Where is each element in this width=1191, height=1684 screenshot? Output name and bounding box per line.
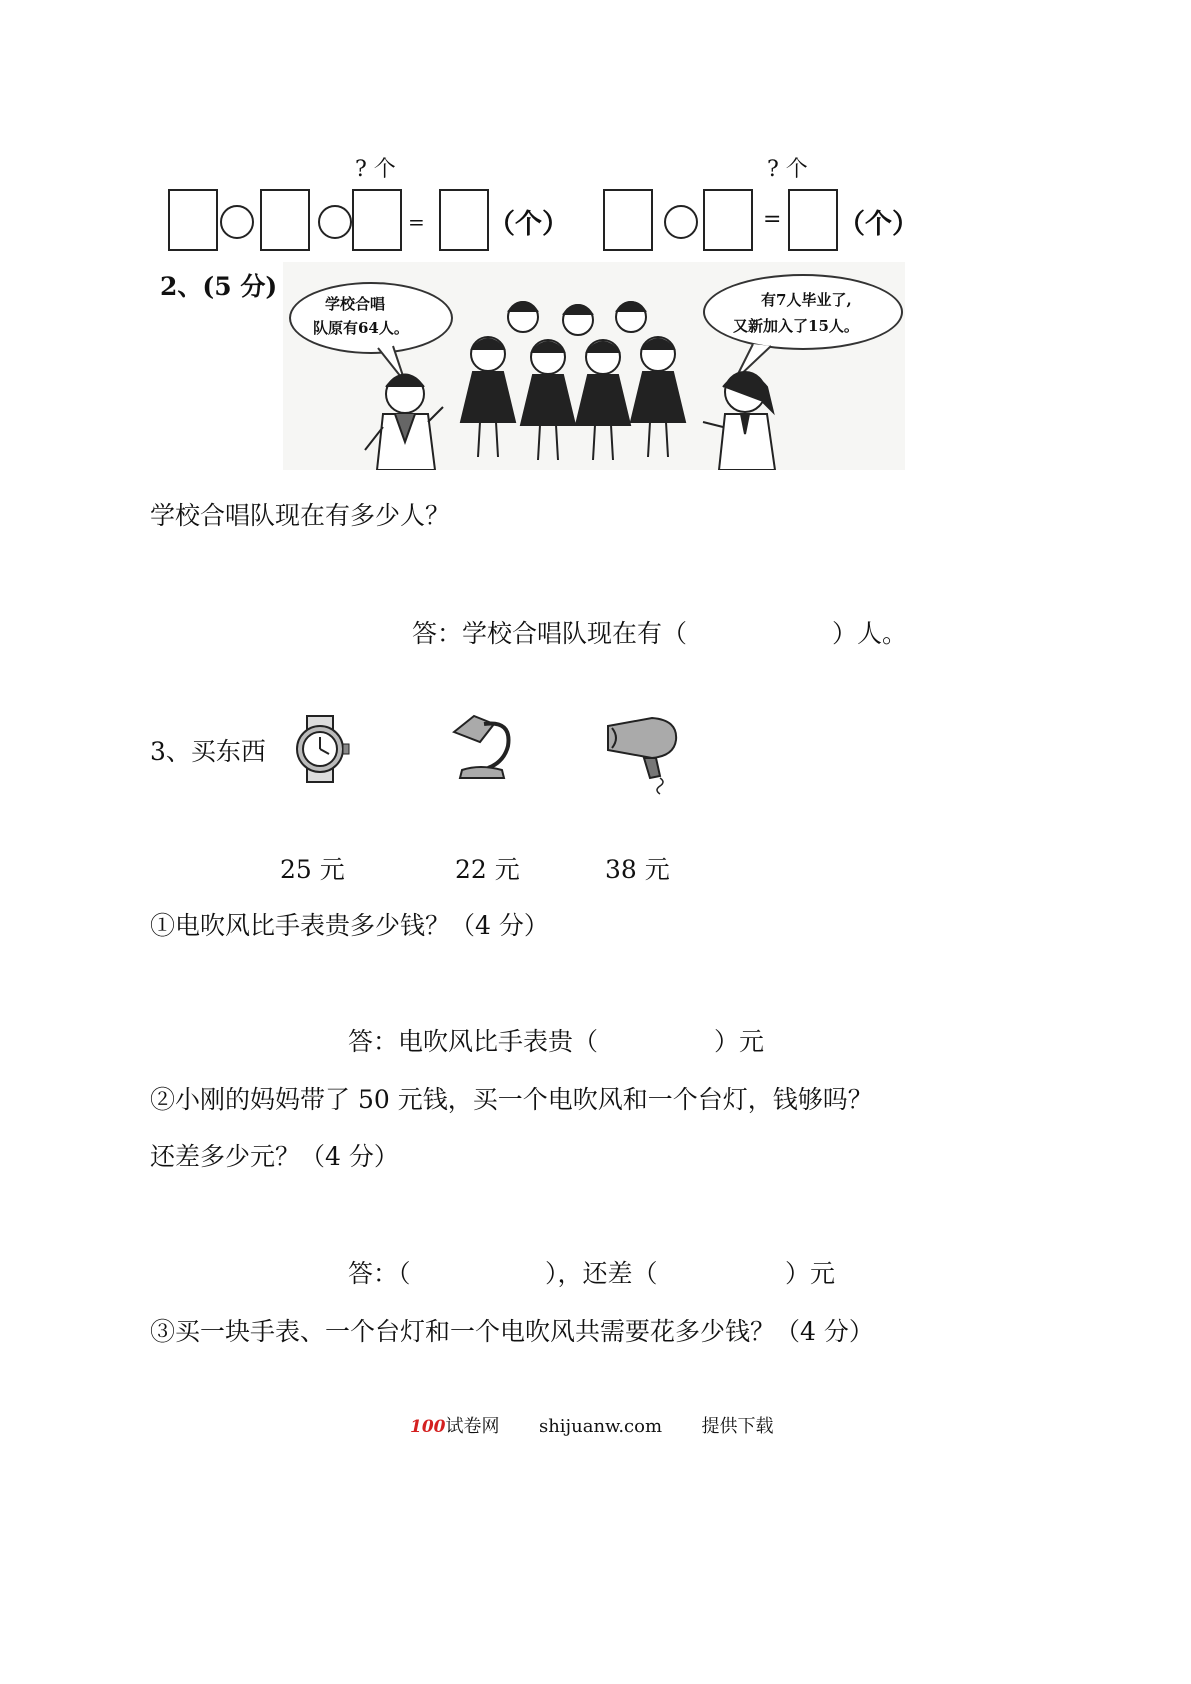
answer-box[interactable] [352,189,402,251]
sub-question-1: ①电吹风比手表贵多少钱？（4 分） [150,911,549,940]
answer-suffix: ）人。 [832,619,908,648]
footer-tail: 提供下载 [701,1416,774,1437]
bubble-boy-line-1: 学校合唱 [325,295,386,313]
sub-question-2-line-2: 还差多少元？（4 分） [150,1142,399,1171]
answer-prefix: 答：电吹风比手表贵（ [348,1027,599,1056]
result-box[interactable] [788,189,838,251]
operator-circle[interactable] [220,205,254,239]
answer-suffix: ）元 [785,1259,836,1288]
answer-middle: ），还差（ [545,1259,658,1288]
lamp-price: 22 元 [455,855,520,884]
answer-box[interactable] [703,189,753,251]
question-2-text: 学校合唱队现在有多少人？ [150,501,451,530]
question-mark-label-right: ? 个 [767,157,808,182]
operator-circle[interactable] [664,205,698,239]
question-3-title: 3、买东西 [150,737,266,766]
operator-circle[interactable] [318,205,352,239]
equals-sign: = [408,210,425,234]
answer-box[interactable] [603,189,653,251]
answer-blank-enough[interactable] [420,1258,540,1288]
unit-label: （个） [838,209,919,240]
sub-question-2-line-1: ②小刚的妈妈带了 50 元钱，买一个电吹风和一个台灯，钱够吗？ [150,1085,873,1114]
bubble-girl-line-1: 有7人毕业了, [761,291,852,309]
brand-name: 试卷网 [445,1416,500,1437]
watch-price: 25 元 [280,855,345,884]
choir-illustration [283,262,905,470]
desk-lamp-icon [450,712,520,782]
answer-blank-short[interactable] [670,1258,780,1288]
hair-dryer-icon [604,714,684,799]
bubble-girl-line-2: 又新加入了15人。 [733,317,859,335]
equals-sign: = [763,207,782,232]
answer-box[interactable] [260,189,310,251]
choir-children-drawing [283,262,905,470]
question-2-number: 2、(5 分) [160,272,278,301]
answer-blank[interactable] [625,1026,715,1056]
sub-question-3: ③买一块手表、一个台灯和一个电吹风共需要花多少钱？（4 分） [150,1317,874,1346]
brand-logo: 100 [410,1417,446,1437]
answer-prefix: 答：（ [348,1259,411,1288]
answer-box[interactable] [168,189,218,251]
answer-prefix: 答：学校合唱队现在有（ [412,619,688,648]
footer [410,1412,774,1438]
unit-label: （个） [488,209,569,240]
result-box[interactable] [439,189,489,251]
dryer-price: 38 元 [605,855,670,884]
site-link[interactable]: shijuanw.com [538,1416,663,1437]
question-mark-label-left: ? 个 [355,157,396,182]
answer-blank[interactable] [690,618,830,648]
watch-icon [285,714,355,784]
answer-suffix: ）元 [714,1027,765,1056]
bubble-boy-line-2: 队原有64人。 [313,319,409,337]
